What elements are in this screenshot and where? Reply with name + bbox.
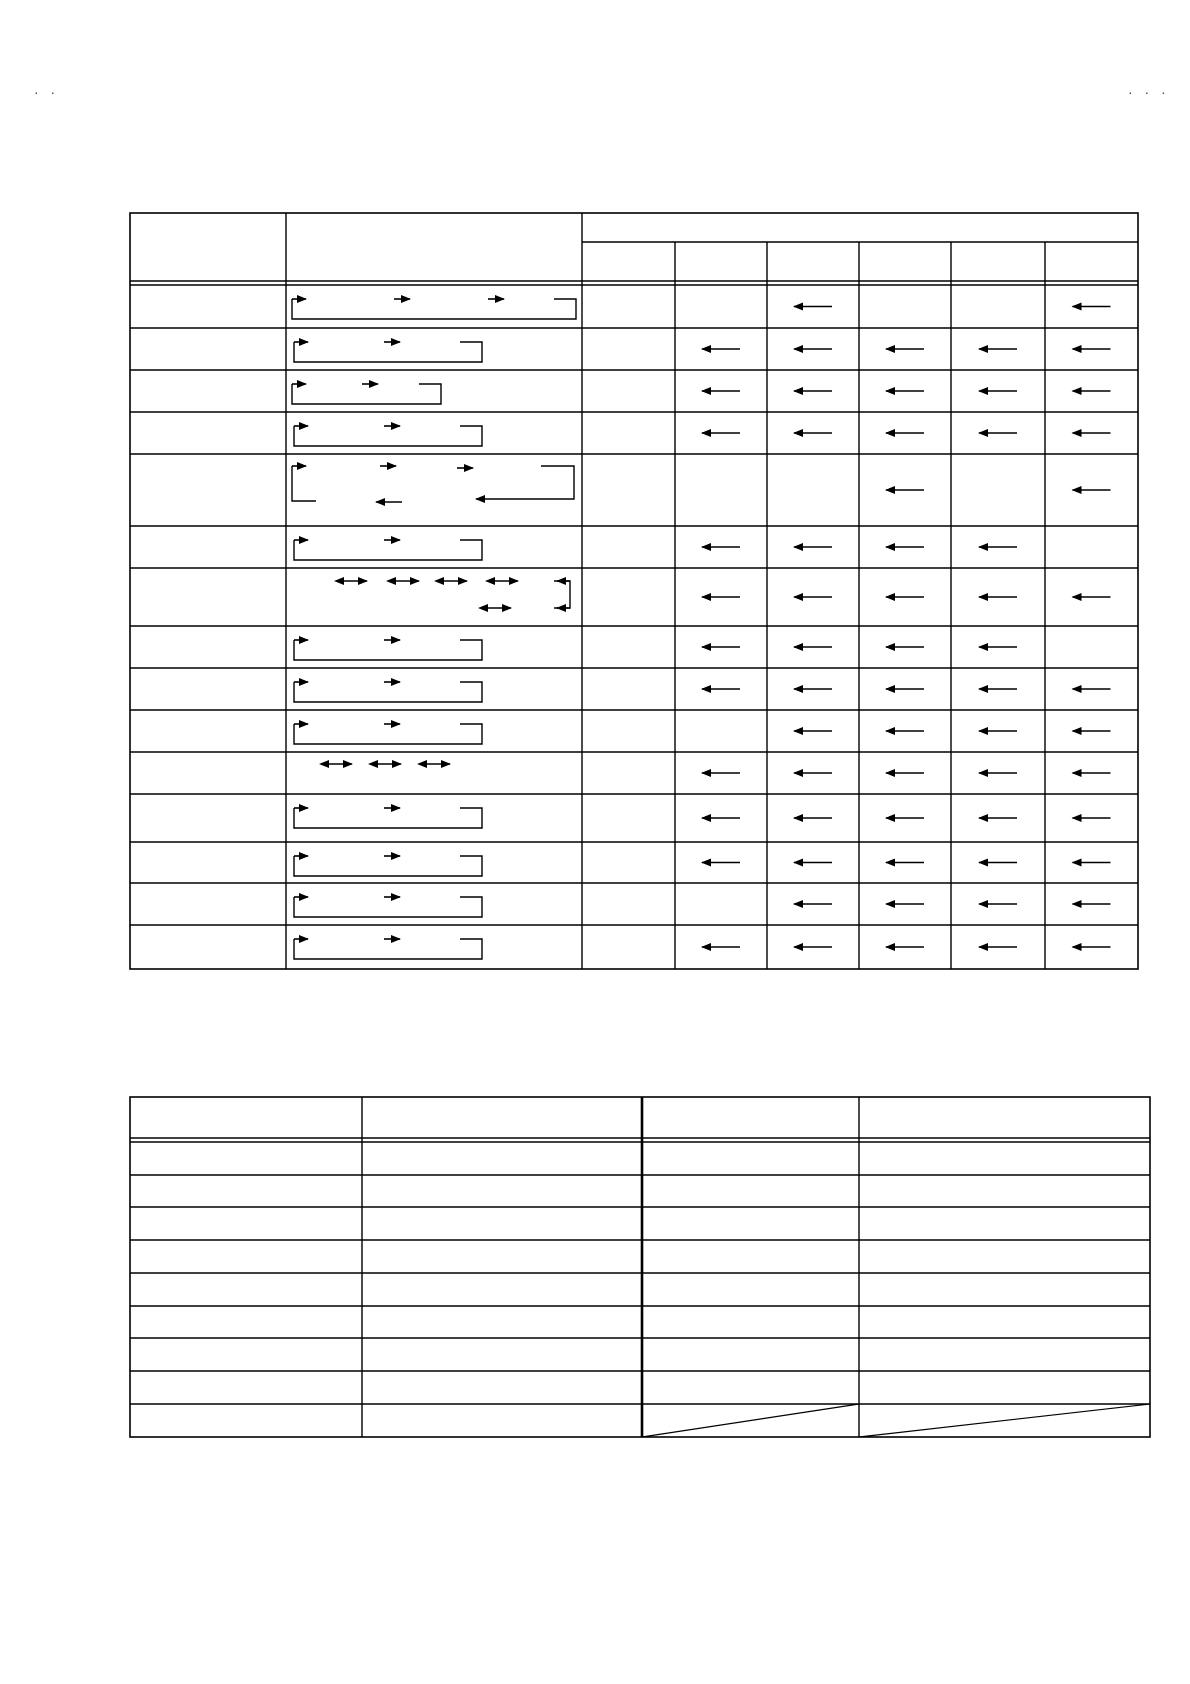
upper-table-row xyxy=(294,540,1017,560)
loop-line xyxy=(294,682,482,702)
upper-table-row xyxy=(294,426,1111,446)
flow-loop xyxy=(294,897,482,917)
flow-loop xyxy=(294,682,482,702)
header-right-mark: · · · xyxy=(1128,84,1170,100)
upper-table-row xyxy=(294,640,1017,660)
loop-line xyxy=(294,856,482,876)
upper-table-border xyxy=(130,213,1138,969)
strike-diagonal xyxy=(859,1404,1150,1437)
loop-return-line xyxy=(476,466,574,499)
upper-table-row xyxy=(294,897,1111,917)
flow-double xyxy=(343,581,570,608)
upper-table-row xyxy=(294,808,1111,828)
upper-table-row xyxy=(292,299,1111,319)
flow-loop xyxy=(294,724,482,744)
flow-loop xyxy=(294,856,482,876)
flow-loop xyxy=(292,384,441,404)
loop-line xyxy=(294,808,482,828)
loop-line xyxy=(294,939,482,959)
upper-table-row xyxy=(294,724,1111,744)
flow-loop xyxy=(294,808,482,828)
strike-diagonal xyxy=(642,1404,859,1437)
loop-line xyxy=(292,384,441,404)
flow-loop xyxy=(294,939,482,959)
loop-line xyxy=(292,299,576,319)
loop-line xyxy=(294,640,482,660)
upper-table-row xyxy=(294,939,1111,959)
upper-table-row xyxy=(292,384,1111,404)
upper-table-row xyxy=(294,682,1111,702)
flow-loop xyxy=(294,342,482,362)
upper-table-row xyxy=(328,764,1111,773)
lower-table-border xyxy=(130,1097,1150,1437)
loop-line xyxy=(294,342,482,362)
lower-table xyxy=(130,1097,1150,1437)
flow-loop xyxy=(292,299,576,319)
upper-table-row xyxy=(294,342,1111,362)
upper-table-row xyxy=(294,856,1111,876)
loop-line xyxy=(292,466,316,501)
flow-loop xyxy=(294,540,482,560)
loop-line xyxy=(294,426,482,446)
upper-table-row xyxy=(343,581,1111,608)
upper-table-row xyxy=(292,466,1111,502)
loop-line xyxy=(294,724,482,744)
loop-line xyxy=(554,581,570,608)
flow-loop xyxy=(294,640,482,660)
flow-loop-back xyxy=(292,466,574,502)
upper-table xyxy=(130,213,1138,969)
loop-line xyxy=(294,897,482,917)
flow-loop xyxy=(294,426,482,446)
loop-line xyxy=(294,540,482,560)
header-left-mark: · · xyxy=(34,84,60,100)
